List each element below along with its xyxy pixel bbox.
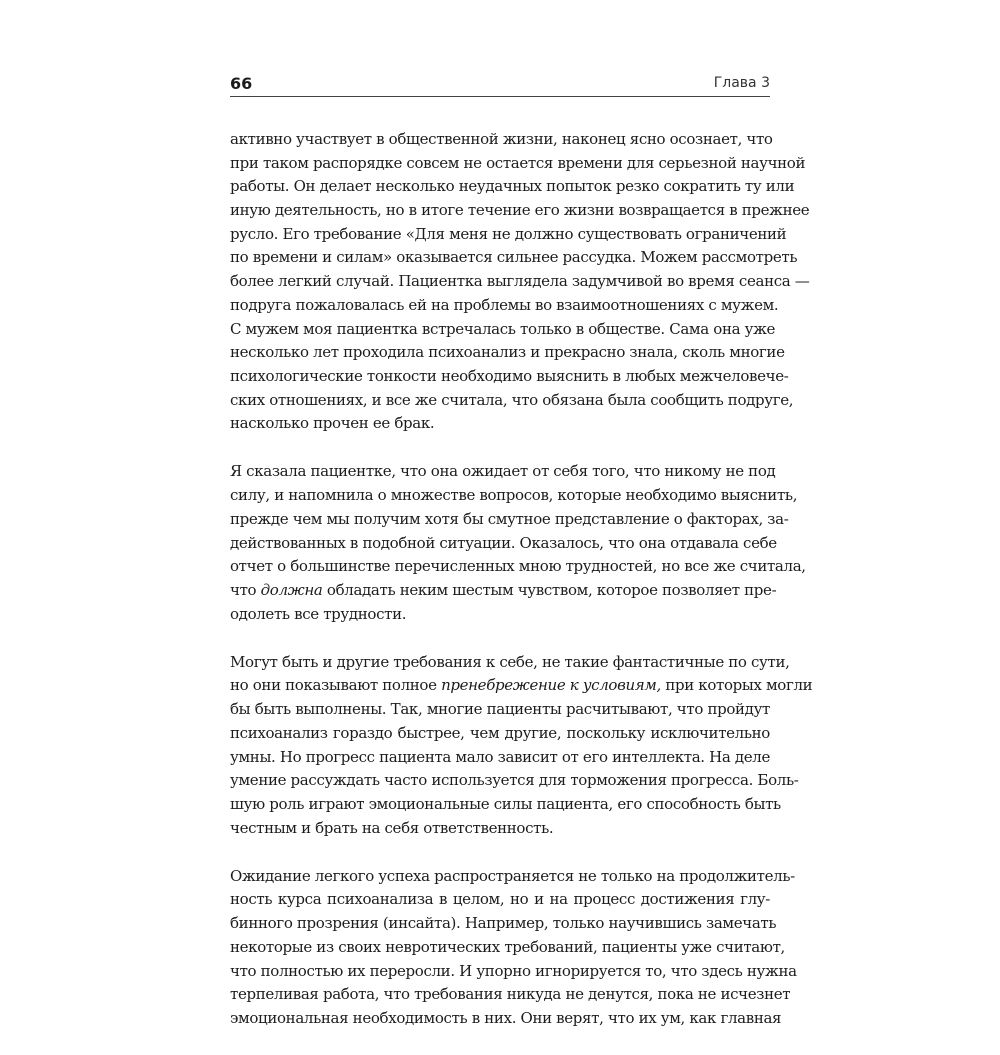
paragraph	[230, 651, 813, 841]
text-line: Я сказала пациентке, что она ожидает от себя того, что никому не под	[230, 462, 776, 481]
paragraph	[230, 128, 810, 436]
text-line: русло. Его требование «Для меня не должно существовать ограничений	[230, 224, 787, 243]
text-line: умение рассуждать часто используется для торможения прогресса. Боль-	[230, 771, 799, 790]
text-line: бинного прозрения (инсайта). Например, только научившись замечать	[230, 914, 777, 933]
text-line	[230, 579, 777, 603]
text-line: психологические тонкости необходимо выяснить в любых межчеловече-	[230, 366, 789, 385]
text-run: обладать неким шестым чувством, которое позволяет пре-	[322, 580, 777, 599]
text-line: умны. Но прогресс пациента мало зависит от его интеллекта. На деле	[230, 747, 770, 766]
text-run: но они показывают полное	[230, 676, 442, 695]
text-line: психоанализ гораздо быстрее, чем другие, поскольку исключительно	[230, 723, 770, 742]
text-line: по времени и силам» оказывается сильнее рассудка. Можем рассмотреть	[230, 248, 798, 267]
text-line: некоторые из своих невротических требований, пациенты уже считают,	[230, 937, 785, 956]
paragraph	[230, 460, 806, 626]
text-line: честным и брать на себя ответственность.	[230, 818, 554, 837]
text-line: шую роль играют эмоциональные силы пациента, его способность быть	[230, 794, 781, 813]
text-line: при таком распорядке совсем не остается времени для серьезной научной	[230, 153, 806, 172]
text-line: ских отношениях, и все же считала, что обязана была сообщить подруге,	[230, 390, 794, 409]
page-number: 66	[230, 74, 253, 93]
text-line: Могут быть и другие требования к себе, не такие фантастичные по сути,	[230, 652, 790, 671]
text-line: более легкий случай. Пациентка выглядела задумчивой во время сеанса —	[230, 272, 810, 291]
paragraph	[230, 865, 797, 1031]
text-line: терпеливая работа, что требования никуда не денутся, пока не исчезнет	[230, 985, 791, 1004]
text-run: при которых могли	[660, 676, 813, 695]
text-line: эмоциональная необходимость в них. Они верят, что их ум, как главная	[230, 1008, 782, 1027]
text-line	[230, 674, 813, 698]
emphasis-text: должна	[260, 580, 323, 599]
text-line: ность курса психоанализа в целом, но и на процесс достижения глу-	[230, 890, 770, 909]
text-line: насколько прочен ее брак.	[230, 414, 435, 433]
text-line: что полностью их переросли. И упорно игнорируется то, что здесь нужна	[230, 961, 797, 980]
text-line: Ожидание легкого успеха распространяется не только на продолжитель-	[230, 866, 795, 885]
text-line: прежде чем мы получим хотя бы смутное представление о факторах, за-	[230, 509, 789, 528]
header-rule	[230, 96, 770, 97]
text-line: несколько лет проходила психоанализ и прекрасно знала, сколь многие	[230, 343, 785, 362]
emphasis-text: пренебрежение к условиям,	[441, 676, 661, 695]
text-line: С мужем моя пациентка встречалась только в обществе. Сама она уже	[230, 319, 776, 338]
text-line: бы быть выполнены. Так, многие пациенты расчитывают, что пройдут	[230, 700, 770, 719]
text-line: силу, и напомнила о множестве вопросов, которые необходимо выяснить,	[230, 486, 798, 505]
text-line: одолеть все трудности.	[230, 604, 407, 623]
text-line: активно участвует в общественной жизни, наконец ясно осознает, что	[230, 130, 773, 148]
text-line: отчет о большинстве перечисленных мною трудностей, но все же считала,	[230, 557, 806, 576]
text-line: действованных в подобной ситуации. Оказалось, что она отдавала себе	[230, 533, 777, 552]
text-line: иную деятельность, но в итоге течение его жизни возвращается в прежнее	[230, 201, 810, 220]
page-body	[230, 128, 813, 1055]
text-line: работы. Он делает несколько неудачных попыток резко сократить ту или	[230, 177, 795, 196]
text-line: подруга пожаловалась ей на проблемы во взаимоотношениях с мужем.	[230, 295, 779, 314]
chapter-title: Глава 3	[713, 75, 770, 91]
text-run: что	[230, 580, 261, 599]
